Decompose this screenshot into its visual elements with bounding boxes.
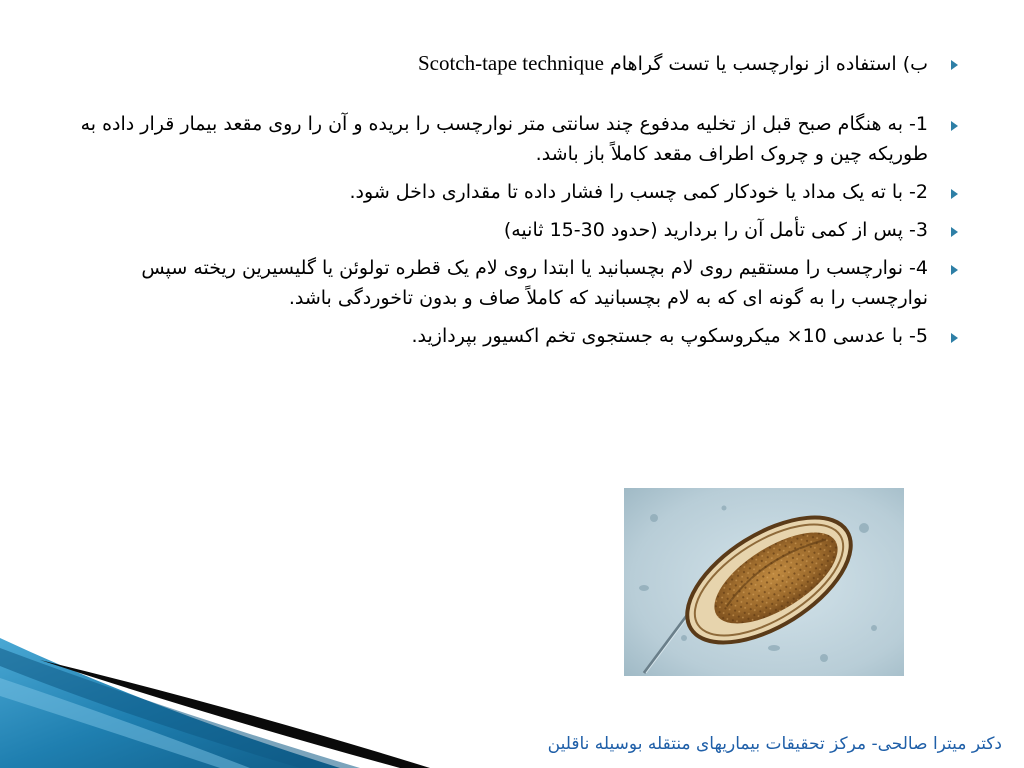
step-text: 1- به هنگام صبح قبل از تخلیه مدفوع چند سانتی متر نوارچسب را بریده و آن را روی مقعد بیمار قرار داده به طوریکه چین و چروک اطراف مقعد کاملاً باز باشد. [80,113,928,165]
bullet-arrow-icon [951,333,958,343]
bullet-step-3 [72,215,962,245]
bullet-step-2 [72,177,962,207]
bullet-step-1 [72,109,962,169]
bullet-arrow-icon [951,265,958,275]
step-text: 4- نوارچسب را مستقیم روی لام بچسبانید یا ابتدا روی لام یک قطره تولوئن یا گلیسیرین ریخته سپس نوارچسب را به گونه ای که به لام بچسبانید که کاملاً صاف و بدون تاخوردگی باشد. [141,257,928,309]
heading-persian: ب) استفاده از نوارچسب یا تست گراهام [610,53,928,75]
bullet-arrow-icon [951,121,958,131]
footer-credit: دکتر میترا صالحی- مرکز تحقیقات بیماریهای منتقله بوسیله ناقلین [547,734,1002,754]
bullet-step-5 [72,321,962,351]
step-text: 2- با ته یک مداد یا خودکار کمی چسب را فشار داده تا مقداری داخل شود. [349,181,928,203]
bullet-arrow-icon [951,227,958,237]
bullet-heading [72,48,962,79]
bullet-arrow-icon [951,189,958,199]
step-text: 3- پس از کمی تأمل آن را بردارید (حدود 30-15 ثانیه) [503,219,928,241]
bullet-list [72,48,962,359]
pinworm-egg-image [624,488,904,676]
bullet-step-4 [72,253,962,313]
decorative-swoosh [0,638,430,768]
bullet-arrow-icon [951,60,958,70]
step-text: 5- با عدسی 10× میکروسکوپ به جستجوی تخم اکسیور بپردازید. [411,325,928,347]
heading-latin: Scotch-tape technique [417,51,604,75]
